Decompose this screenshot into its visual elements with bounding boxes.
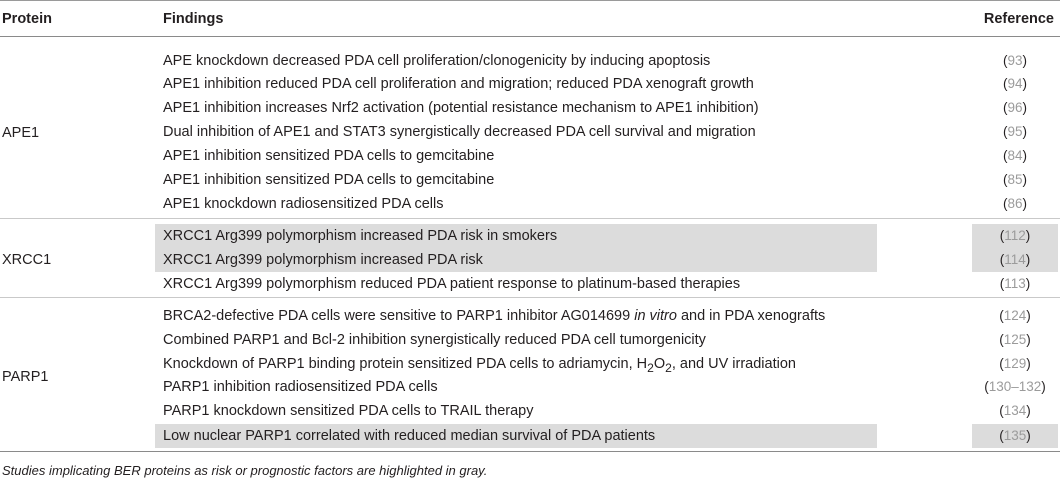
reference-number: 130–132 (988, 379, 1042, 394)
reference-cell: (113) (999, 276, 1031, 291)
reference-number: 124 (1003, 308, 1027, 323)
table-row (0, 192, 1060, 216)
column-header-findings: Findings (163, 11, 224, 27)
finding-text: , and UV irradiation (671, 356, 796, 372)
table-row-highlighted (0, 224, 1060, 248)
protein-label-ape1: APE1 (2, 125, 40, 141)
finding-cell (155, 352, 877, 376)
table-row (0, 304, 1060, 328)
table-row-highlighted (0, 248, 1060, 272)
protein-label-xrcc1: XRCC1 (2, 252, 52, 268)
reference-number: 129 (1003, 356, 1027, 371)
reference-number: 94 (1007, 76, 1023, 91)
finding-cell: PARP1 inhibition radiosensitized PDA cells (163, 379, 438, 395)
finding-cell: PARP1 knockdown sensitized PDA cells to TRAIL therapy (163, 403, 534, 419)
table-row (0, 96, 1060, 120)
reference-cell: (135) (972, 424, 1058, 448)
group-separator-rule (0, 218, 1060, 219)
column-header-protein: Protein (2, 11, 52, 27)
reference-cell: (93) (1002, 53, 1028, 68)
reference-cell: (94) (1002, 76, 1028, 91)
reference-cell: (129) (999, 356, 1031, 371)
finding-text: Knockdown of PARP1 binding protein sensitized PDA cells to adriamycin, H (163, 356, 648, 372)
reference-cell: (112) (972, 224, 1058, 248)
table-row (0, 49, 1060, 73)
table-footnote: Studies implicating BER proteins as risk or prognostic factors are highlighted in gray. (2, 463, 488, 478)
header-rule (0, 36, 1060, 37)
reference-cell: (125) (999, 332, 1031, 347)
reference-number: 85 (1007, 172, 1023, 187)
reference-number: 112 (1004, 228, 1026, 243)
table-row (0, 72, 1060, 96)
finding-text-italic: in vitro (634, 308, 677, 324)
table-top-rule (0, 0, 1060, 1)
finding-cell: XRCC1 Arg399 polymorphism increased PDA risk in smokers (155, 224, 877, 248)
column-header-reference: Reference (983, 11, 1054, 27)
reference-number: 114 (1004, 252, 1026, 267)
finding-cell: Low nuclear PARP1 correlated with reduced median survival of PDA patients (155, 424, 877, 448)
finding-cell: APE1 knockdown radiosensitized PDA cells (163, 196, 444, 212)
table-bottom-rule (0, 451, 1060, 452)
reference-cell: (85) (1002, 172, 1028, 187)
group-separator-rule (0, 297, 1060, 298)
table-row (0, 120, 1060, 144)
reference-number: 125 (1003, 332, 1027, 347)
reference-cell: (134) (999, 403, 1031, 418)
finding-cell: APE1 inhibition increases Nrf2 activation (potential resistance mechanism to APE1 inhibition) (163, 100, 759, 116)
reference-cell: (124) (999, 308, 1031, 323)
table-row-highlighted (0, 424, 1060, 448)
finding-cell: XRCC1 Arg399 polymorphism reduced PDA patient response to platinum-based therapies (163, 276, 741, 292)
table-row (0, 168, 1060, 192)
finding-cell: XRCC1 Arg399 polymorphism increased PDA risk (155, 248, 877, 272)
reference-cell: (95) (1002, 124, 1028, 139)
finding-cell: APE1 inhibition reduced PDA cell proliferation and migration; reduced PDA xenograft growth (163, 76, 754, 92)
finding-cell: Dual inhibition of APE1 and STAT3 synergistically decreased PDA cell survival and migration (163, 124, 756, 140)
finding-text: and in PDA xenografts (676, 308, 826, 324)
protein-label-parp1: PARP1 (2, 369, 49, 385)
reference-number: 135 (1003, 428, 1027, 443)
finding-text: BRCA2-defective PDA cells were sensitive to PARP1 inhibitor AG014699 (163, 308, 635, 324)
reference-cell: (86) (1002, 196, 1028, 211)
table-row (0, 272, 1060, 296)
finding-cell: APE knockdown decreased PDA cell proliferation/clonogenicity by inducing apoptosis (163, 53, 711, 69)
reference-cell: (96) (1002, 100, 1028, 115)
table-row (0, 328, 1060, 352)
finding-cell: APE1 inhibition sensitized PDA cells to gemcitabine (163, 148, 495, 164)
finding-cell (155, 304, 877, 328)
subscript: 2 (665, 360, 672, 375)
reference-number: 95 (1007, 124, 1023, 139)
reference-number: 134 (1003, 403, 1027, 418)
reference-number: 93 (1007, 53, 1023, 68)
reference-cell: (130–132) (984, 379, 1046, 394)
table-row (0, 375, 1060, 399)
table-row (0, 352, 1060, 376)
reference-cell: (84) (1002, 148, 1028, 163)
finding-text: O (653, 356, 666, 372)
table-row (0, 399, 1060, 423)
reference-number: 113 (1004, 276, 1026, 291)
table-row (0, 144, 1060, 168)
reference-number: 84 (1007, 148, 1023, 163)
finding-cell: APE1 inhibition sensitized PDA cells to gemcitabine (163, 172, 495, 188)
reference-number: 96 (1007, 100, 1023, 115)
reference-cell: (114) (972, 248, 1058, 272)
reference-number: 86 (1007, 196, 1023, 211)
subscript: 2 (647, 360, 654, 375)
finding-cell: Combined PARP1 and Bcl-2 inhibition synergistically reduced PDA cell tumorgenicity (163, 332, 706, 348)
